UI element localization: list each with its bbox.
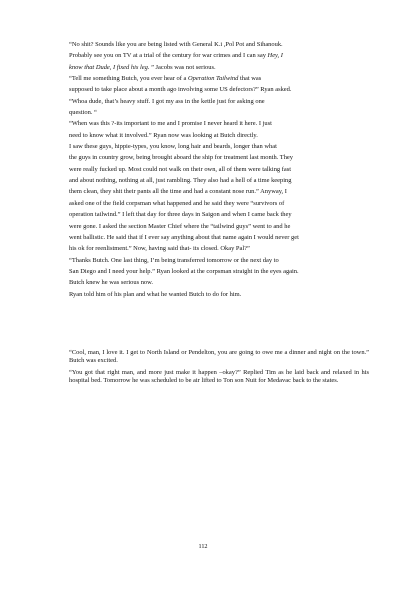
text-line [69,277,369,288]
text-segment: that was [238,75,262,83]
text-segment: “No shit? Sounds like you are being listed with General K.i ,Pol Pot and Sihanouk. [69,41,283,48]
text-segment: “Thanks Butch. One last thing, I’m being transferred tomorrow or the next day to [69,256,279,264]
body-text [69,39,369,300]
text-segment: and about nothing, nothing at all, just rambling. They also had a hell of a time keeping [69,177,292,185]
text-segment: his ok for reenlistment.” Now, having said that- its closed. Okay Pal?” [69,245,250,253]
text-segment: I saw these guys, hippie-types, you know, long hair and beards, longer than what [69,143,277,151]
text-line [69,73,369,84]
text-line [69,130,369,141]
text-line [69,107,369,118]
text-line [69,175,369,186]
text-segment: need to know what it involved.” Ryan now was looking at Butch directly. [69,131,258,139]
text-line [69,84,369,95]
italic-text: Operation Tailwind [187,75,239,83]
text-segment: Ryan told him of his plan and what he wanted Butch to do for him. [69,290,242,298]
text-line [69,152,369,163]
text-line [69,266,369,277]
text-segment: asked one of the field corpsman what happened and he said they were “survivors of [69,199,285,207]
text-line [69,141,369,152]
text-line [69,62,369,73]
text-segment: were gone. I asked the section Master Chief where the “tailwind guys” went to and he [69,222,291,230]
text-segment: San Diego and I need your help.” Ryan looked at the corpsman straight in the eyes again. [69,267,299,275]
text-line [69,96,369,107]
text-segment: were really fucked up. Most could not walk on their own, all of them were talking fast [69,165,292,173]
text-line [69,198,369,209]
text-segment: “When was this ?-its important to me and I promise I never heard it here. I just [69,120,272,128]
text-segment: Probably see you on TV at a trial of the century for war crimes and I can say [69,52,268,60]
text-segment: them clean, they shit their pants all the time and had a constant nose run.” Anyway, I [69,188,287,196]
page-number: 112 [198,543,208,550]
text-segment: Butch knew he was serious now. [69,279,153,287]
text-segment: “Tell me something Butch, you ever hear of a [69,75,188,83]
text-segment: operation tailwind.” I left that day for three days in Saigon and when I came back they [69,211,292,219]
text-line [69,232,369,243]
text-segment: supposed to take place about a month ago involving some US defectors?” Ryan asked. [69,86,292,94]
text-line [69,186,369,197]
text-segment: went ballistic. He said that if I ever say anything about that name again I would never get [69,233,299,241]
text-line [69,118,369,129]
text-segment: the guys in country grow, being brought aboard the ship for treatment last month. They [69,154,294,162]
italic-text: know that Dude, I fixed his leg. [69,63,150,71]
text-line [69,164,369,175]
paragraph: “Cool, man, I love it. I get to North Island or Pendelton, you are going to owe me a dinner and night on the town.” Butch was excited. [69,349,369,365]
closing-paragraphs [69,349,369,388]
text-line [69,221,369,232]
paragraph: “You got that right man, and more just make it happen –okay?” Replied Tim as he laid back and relaxed in his hospital bed. Tomorrow he was scheduled to be air lifted to Ton son Nuit for Medavac back to the states. [69,368,369,384]
text-segment: ” Jacobs was not serious. [149,63,216,71]
text-line [69,39,369,50]
text-segment: “Whoa dude, that’s heavy stuff. I got my ass in the kettle just for asking one [69,97,265,105]
text-line [69,289,369,300]
text-segment: question. “ [69,109,97,117]
text-line [69,50,369,61]
italic-text: Hey, I [267,52,283,60]
text-line [69,255,369,266]
text-line [69,209,369,220]
text-line [69,243,369,254]
